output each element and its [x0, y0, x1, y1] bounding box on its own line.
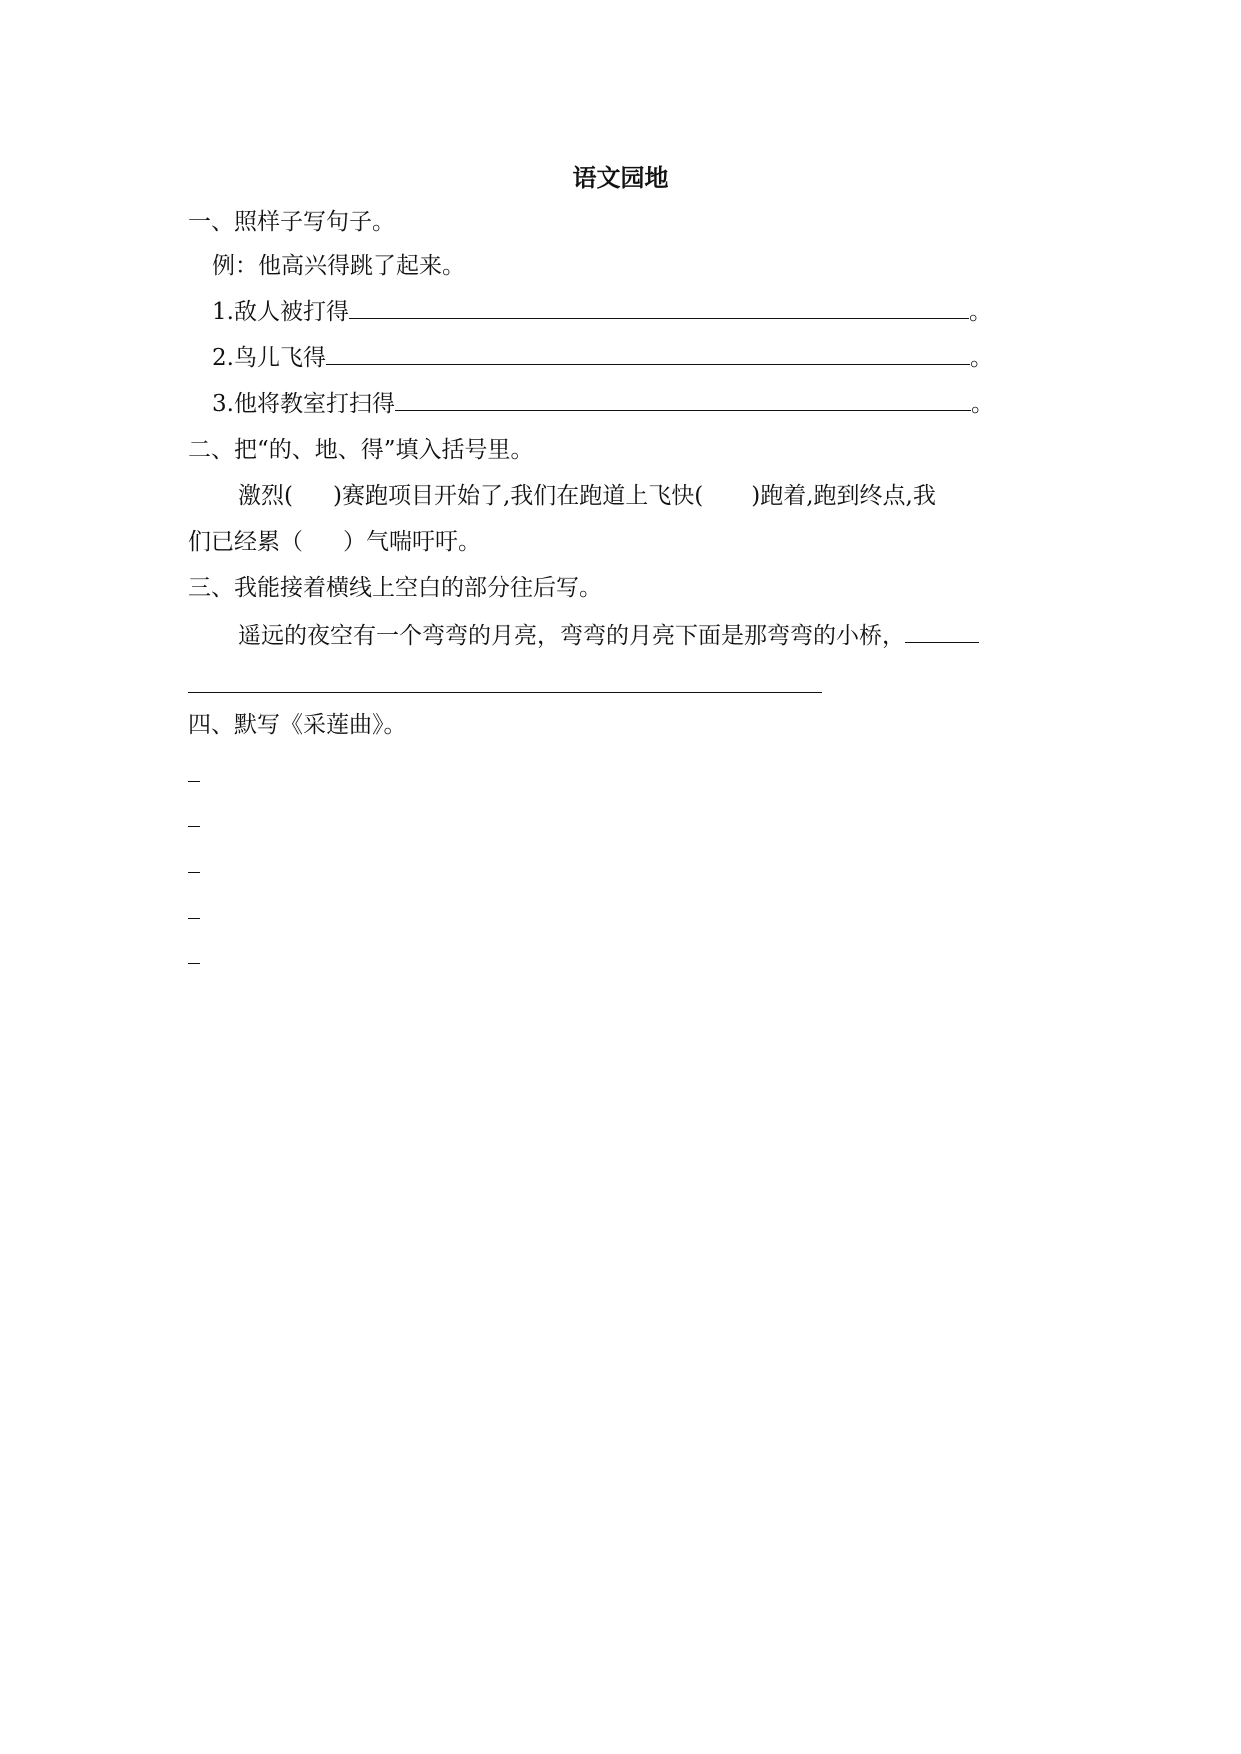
item-2-prefix: 2.鸟儿飞得	[212, 345, 326, 371]
page-title: 语文园地	[572, 163, 669, 192]
poem-answer-line-2[interactable]	[188, 826, 200, 827]
section3-text-line	[238, 620, 979, 651]
item-1-prefix: 1.敌人被打得	[212, 299, 349, 325]
item-1-end: 。	[968, 299, 992, 325]
item-3-answer-blank[interactable]	[395, 388, 971, 411]
poem-answer-line-5[interactable]	[188, 963, 200, 964]
fill-line1-b: )赛跑项目开始了,我们在跑道上飞快(	[332, 483, 704, 509]
fill-line1-a: 激烈(	[238, 483, 293, 509]
fill-line2-b: ）气喘吁吁。	[343, 529, 481, 555]
poem-answer-line-1[interactable]	[188, 781, 200, 782]
fill-line2-a: 们已经累（	[188, 529, 303, 555]
item-3-prefix: 3.他将教室打扫得	[212, 391, 395, 417]
section2-heading: 二、把“的、地、得”填入括号里。	[188, 437, 534, 463]
section3-answer-line[interactable]	[188, 692, 822, 693]
section4-heading: 四、默写《采莲曲》。	[188, 712, 407, 738]
item-3-end: 。	[970, 391, 994, 417]
section1-item-3	[212, 388, 994, 419]
section2-line-2	[188, 527, 481, 557]
section3-heading: 三、我能接着横线上空白的部分往后写。	[188, 575, 602, 601]
section3-answer-blank-inline[interactable]	[905, 620, 979, 643]
section3-text: 遥远的夜空有一个弯弯的月亮，弯弯的月亮下面是那弯弯的小桥，	[238, 623, 905, 649]
section1-item-1	[212, 296, 992, 327]
fill-line1-c: )跑着,跑到终点,我	[751, 483, 936, 509]
poem-answer-line-3[interactable]	[188, 872, 200, 873]
item-2-answer-blank[interactable]	[326, 342, 970, 365]
section1-heading: 一、照样子写句子。	[188, 209, 395, 235]
item-1-answer-blank[interactable]	[349, 296, 969, 319]
poem-answer-line-4[interactable]	[188, 918, 200, 919]
section1-example: 例：他高兴得跳了起来。	[212, 253, 465, 279]
section2-line-1	[238, 481, 936, 511]
item-2-end: 。	[969, 345, 993, 371]
section1-item-2	[212, 342, 993, 373]
